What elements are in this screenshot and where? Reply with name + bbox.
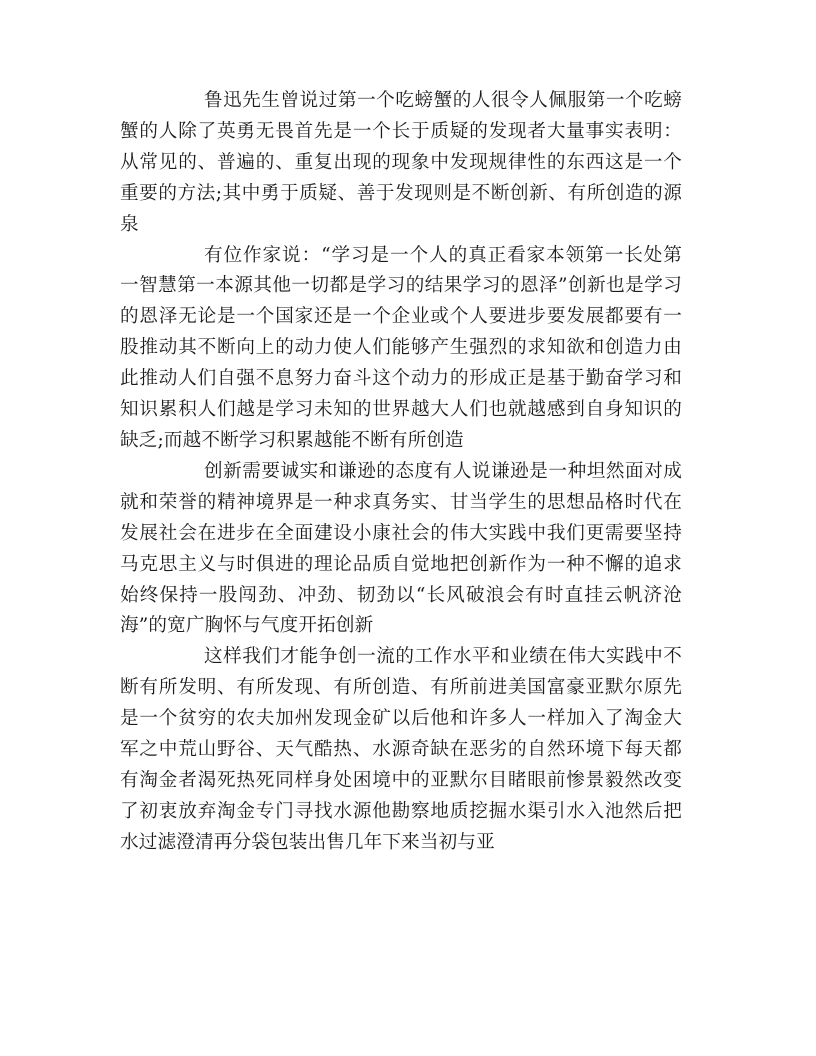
paragraph-1: 鲁迅先生曾说过第一个吃螃蟹的人很令人佩服第一个吃螃蟹的人除了英勇无畏首先是一个长于质疑的发现者大量事实表明：从常见的、普遍的、重复出现的现象中发现规律性的东西这是一个重要的方法;其中勇于质疑、善于发现则是不断创新、有所创造的源泉	[120, 90, 682, 235]
paragraph-3: 创新需要诚实和谦逊的态度有人说谦逊是一种坦然面对成就和荣誉的精神境界是一种求真务实、甘当学生的思想品格时代在发展社会在进步在全面建设小康社会的伟大实践中我们更需要坚持马克思主义与时俱进的理论品质自觉地把创新作为一种不懈的追求始终保持一股闯劲、冲劲、韧劲以“长风破浪会有时直挂云帆济沧海”的宽广胸怀与气度开拓创新	[120, 460, 682, 637]
paragraph-2: 有位作家说：“学习是一个人的真正看家本领第一长处第一智慧第一本源其他一切都是学习的结果学习的恩泽”创新也是学习的恩泽无论是一个国家还是一个企业或个人要进步要发展都要有一股推动其不断向上的动力使人们能够产生强烈的求知欲和创造力由此推动人们自强不息努力奋斗这个动力的形成正是基于勤奋学习和知识累积人们越是学习未知的世界越大人们也就越感到自身知识的缺乏;而越不断学习积累越能不断有所创造	[120, 244, 682, 451]
paragraph-4: 这样我们才能争创一流的工作水平和业绩在伟大实践中不断有所发明、有所发现、有所创造、有所前进美国富豪亚默尔原先是一个贫穷的农夫加州发现金矿以后他和许多人一样加入了淘金大军之中荒山野谷、天气酷热、水源奇缺在恶劣的自然环境下每天都有淘金者渴死热死同样身处困境中的亚默尔目睹眼前惨景毅然改变了初衷放弃淘金专门寻找水源他勘察地质挖掘水渠引水入池然后把水过滤澄清再分袋包装出售几年下来当初与亚	[120, 646, 682, 853]
document-body	[120, 86, 682, 859]
